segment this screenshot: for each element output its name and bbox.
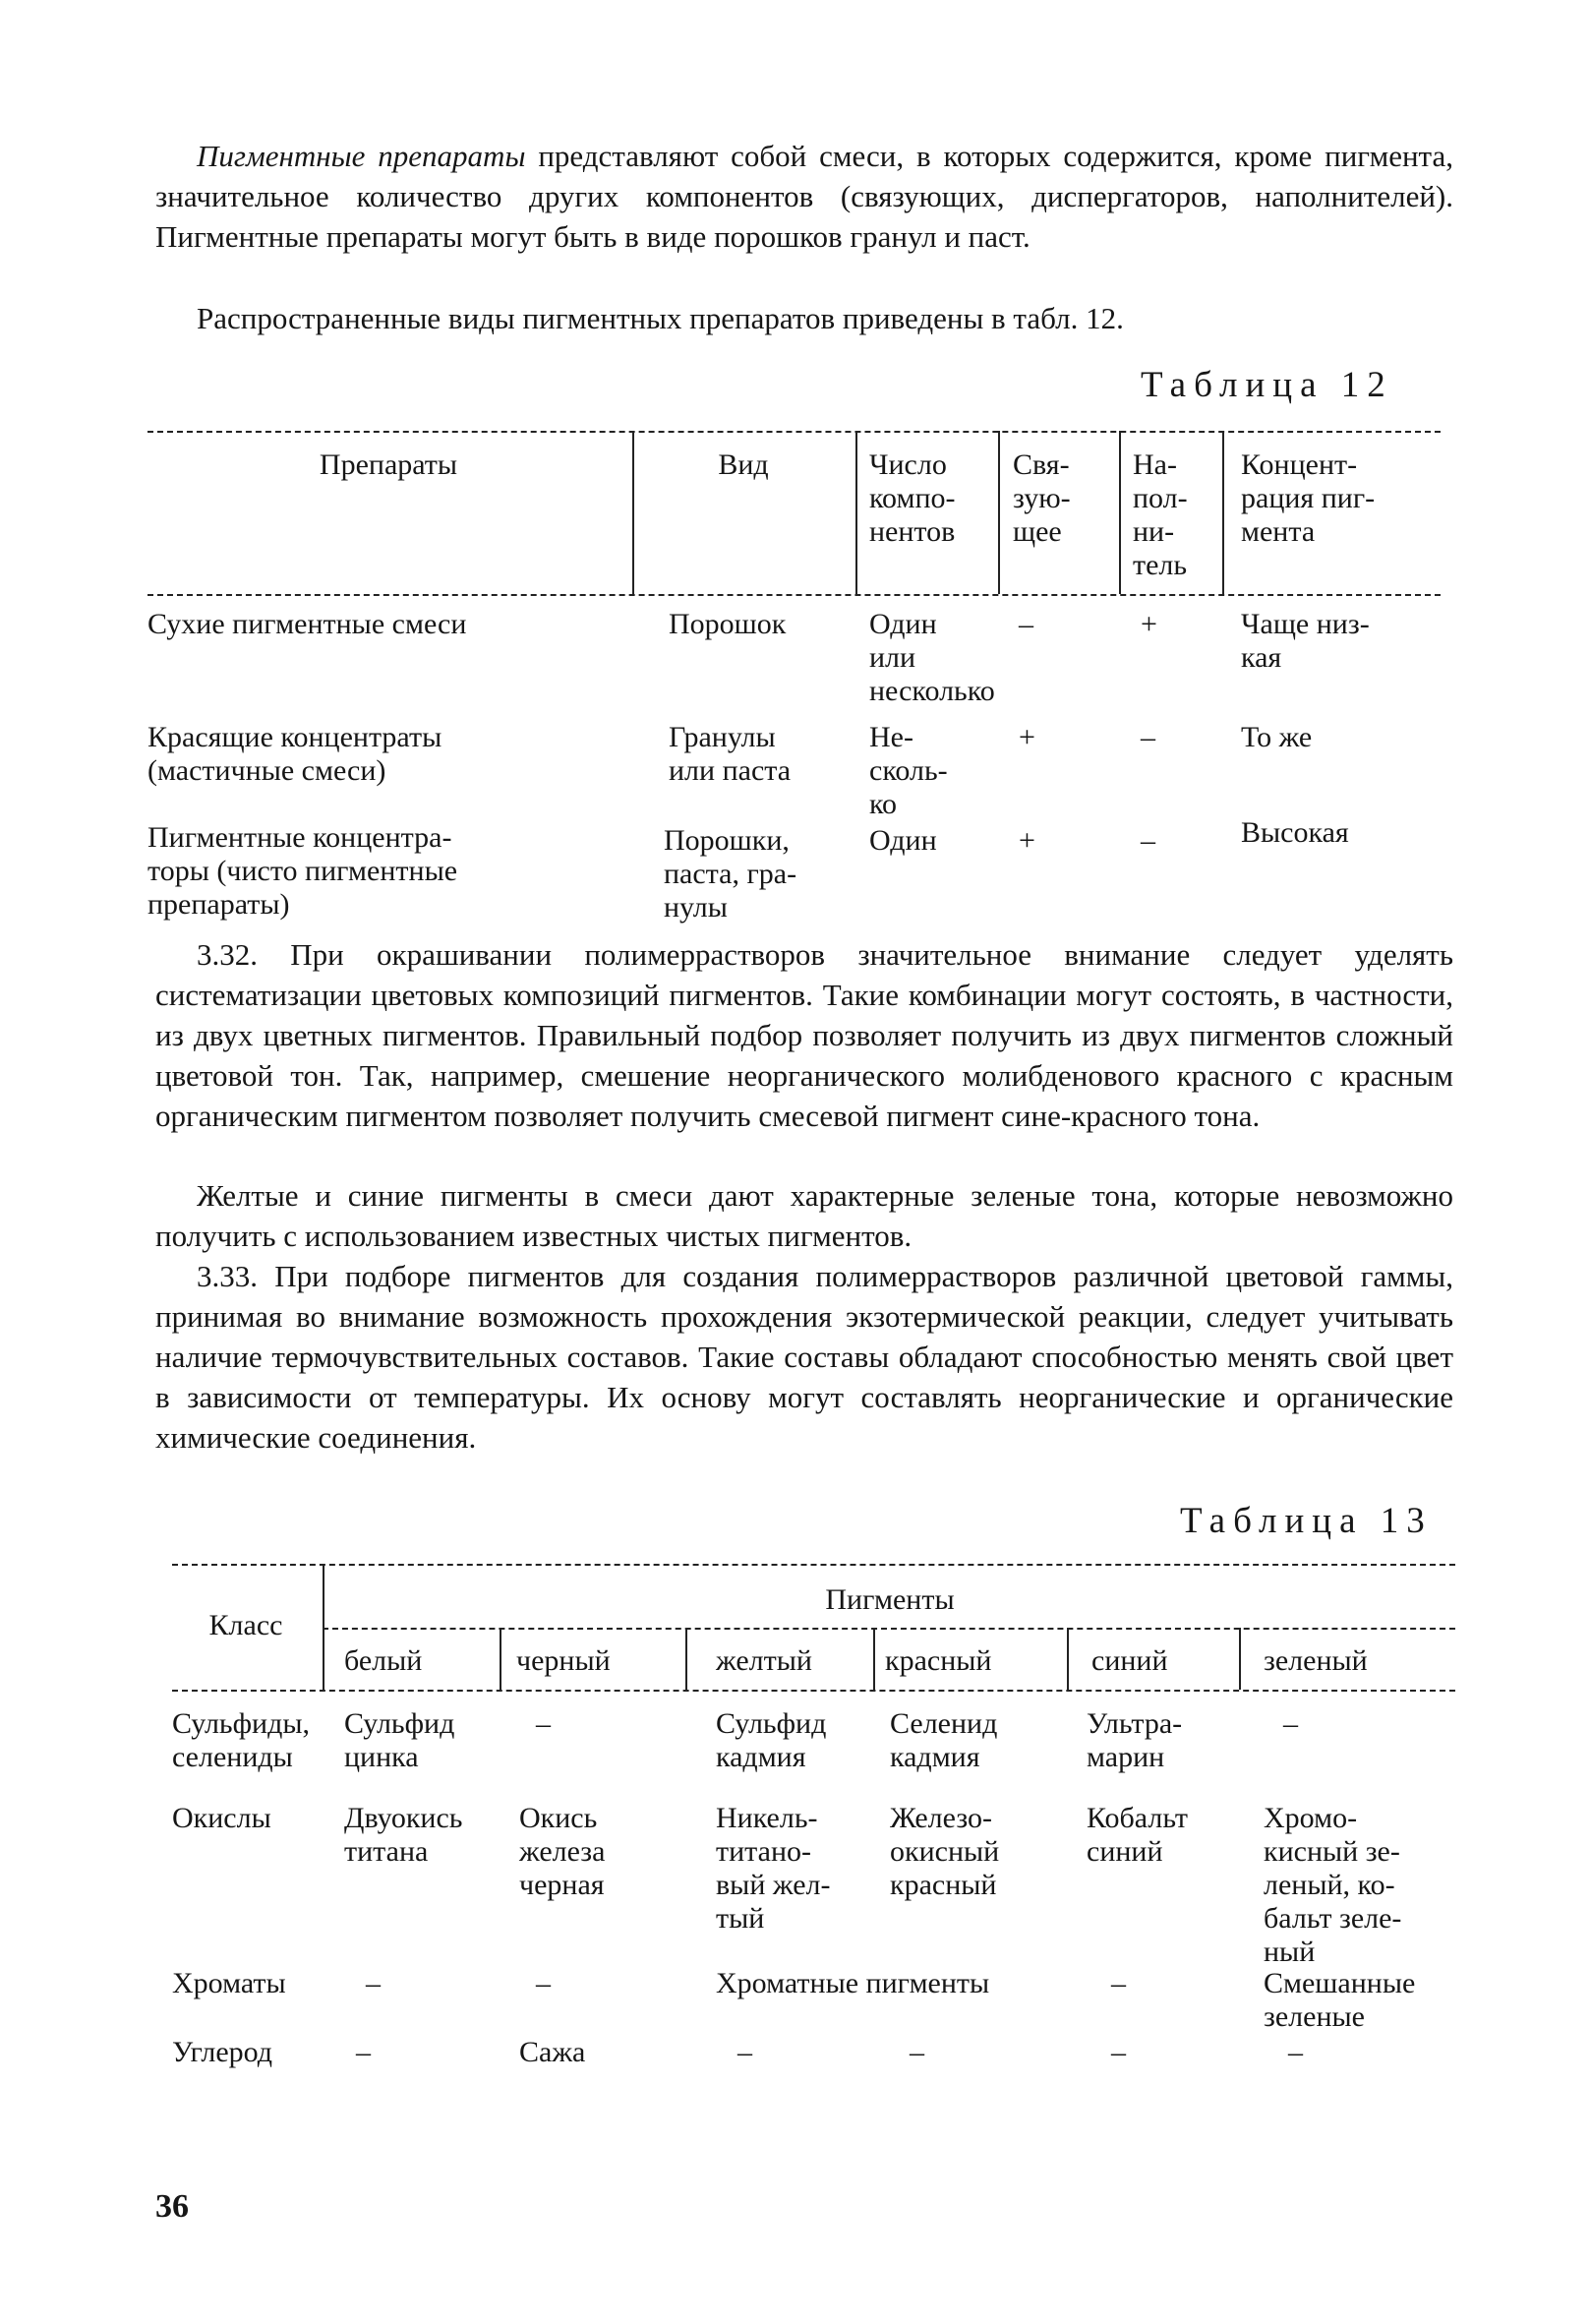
table12-row3-filler: – (1141, 824, 1155, 857)
table12-header-filler: На- пол- ни- тель (1133, 448, 1188, 581)
table12-header-kind: Вид (718, 448, 769, 481)
table12-divider (1222, 431, 1224, 594)
table13-color-blue: синий (1091, 1644, 1168, 1677)
table12-divider (998, 431, 1000, 594)
table12-row3-binder: + (1019, 824, 1035, 857)
page-number: 36 (155, 2188, 189, 2225)
table13-row4-yellow: – (737, 2036, 752, 2068)
table12-row2-count: Не- сколь- ко (869, 721, 948, 820)
table13-color-green: зеленый (1264, 1644, 1368, 1677)
table12-title: Таблица 12 (1141, 365, 1393, 405)
table13-divider (1239, 1628, 1241, 1690)
table12-divider (1119, 431, 1121, 594)
table13-top-rule (172, 1564, 1455, 1566)
table12-reference-paragraph: Распространенные виды пигментных препаратов приведены в табл. 12. (197, 301, 1124, 335)
table12-row3-kind: Порошки, паста, гра- нулы (664, 824, 797, 924)
table13-divider (500, 1628, 501, 1690)
table12-header-prep: Препараты (319, 448, 458, 481)
table13-row3-white: – (366, 1967, 381, 1999)
table13-header-pigments: Пигменты (825, 1583, 955, 1616)
table13-row2-yellow: Никель- титано- вый жел- тый (716, 1802, 831, 1935)
table13-row1-yellow: Сульфид кадмия (716, 1707, 827, 1773)
table12-row1-prep: Сухие пигментные смеси (147, 608, 467, 640)
table12-row2-kind: Гранулы или паста (669, 721, 792, 787)
table13-row2-green: Хромо- кисный зе- леный, ко- бальт зеле- ный (1264, 1802, 1402, 1968)
table12-row1-count: Один или несколько (869, 608, 995, 707)
table13-header-rule (172, 1690, 1455, 1692)
table13-row4-green: – (1288, 2036, 1303, 2068)
table12-header-binder: Свя- зую- щее (1013, 448, 1071, 548)
table13-color-black: черный (516, 1644, 611, 1677)
table12-row1-binder: – (1019, 608, 1033, 640)
table13-color-red: красный (885, 1644, 992, 1677)
table12-row1-kind: Порошок (669, 608, 787, 640)
table13-row2-red: Железо- окисный красный (890, 1802, 1000, 1901)
table13-divider (873, 1628, 875, 1690)
table12-row2-conc: То же (1241, 721, 1313, 753)
italic-term: Пигментные препараты (197, 139, 526, 173)
table13-row3-black: – (536, 1967, 551, 1999)
table12-header-conc: Концент- рация пиг- мента (1241, 448, 1376, 548)
intro-paragraph (155, 136, 1453, 257)
table12-divider (855, 431, 857, 594)
table13-row4-class: Углерод (172, 2036, 273, 2068)
table13-title: Таблица 13 (1180, 1501, 1433, 1541)
table13-row3-class: Хроматы (172, 1967, 286, 1999)
table12-row3-conc: Высокая (1241, 816, 1349, 849)
table13-row1-green: – (1283, 1707, 1298, 1740)
table13-row3-green: Смешанные зеленые (1264, 1967, 1416, 2033)
table13-color-white: белый (344, 1644, 423, 1677)
table13-row4-white: – (356, 2036, 371, 2068)
table13-row2-class: Окислы (172, 1802, 271, 1834)
table13-row2-black: Окись железа черная (519, 1802, 606, 1901)
table13-row1-blue: Ультра- марин (1087, 1707, 1183, 1773)
table12-row1-conc: Чаще низ- кая (1241, 608, 1370, 674)
table13-row1-black: – (536, 1707, 551, 1740)
table13-row2-blue: Кобальт синий (1087, 1802, 1188, 1868)
table13-row4-red: – (910, 2036, 924, 2068)
table13-row4-black: Сажа (519, 2036, 586, 2068)
table13-divider (685, 1628, 687, 1690)
table12-row2-prep: Красящие концентраты (мастичные смеси) (147, 721, 442, 787)
table12-header-count: Число компо- нентов (869, 448, 956, 548)
intro-text: представляют собой смеси, в которых содержится, кроме пигмента, значительное количество других компонентов (связующих, диспергаторов, наполнителей). Пигментные препараты могут быть в виде порошков гранул и паст. (155, 139, 1453, 254)
table13-row4-blue: – (1111, 2036, 1126, 2068)
table13-row1-white: Сульфид цинка (344, 1707, 455, 1773)
table13-group-rule (323, 1628, 1455, 1630)
table13-row3-blue: – (1111, 1967, 1126, 1999)
table12-row3-prep: Пигментные концентра- торы (чисто пигментные препараты) (147, 821, 458, 921)
section-3-33: 3.33. При подборе пигментов для создания полимеррастворов различной цветовой гаммы, принимая во внимание возможность прохождения экзотермической реакции, следует учитывать наличие термочувствительных составов. Такие составы обладают способностью менять свой цвет в зависимости от температуры. Их основу могут составлять неорганические и органические химические соединения. (155, 1259, 1453, 1455)
table12-row2-binder: + (1019, 721, 1035, 753)
table13-header-class: Класс (208, 1609, 283, 1641)
table12-row3-count: Один (869, 824, 937, 857)
table13-row1-class: Сульфиды, селениды (172, 1707, 311, 1773)
table13-row2-white: Двуокись титана (344, 1802, 463, 1868)
section-3-32: 3.32. При окрашивании полимеррастворов значительное внимание следует уделять систематизации цветовых композиций пигментов. Такие комбинации могут состоять, в частности, из двух цветных пигментов. Правильный подбор позволяет получить из двух пигментов сложный цветовой тон. Так, например, смешение неорганического молибденового красного с красным органическим пигментом позволяет получить смесевой пигмент сине-красного тона. (155, 937, 1453, 1133)
table13-divider (1067, 1628, 1069, 1690)
table12-row1-filler: + (1141, 608, 1157, 640)
section-3-32-continued: Желтые и синие пигменты в смеси дают характерные зеленые тона, которые невозможно получить с использованием известных чистых пигментов. (155, 1178, 1453, 1253)
table12-header-rule (147, 594, 1441, 596)
table12-row2-filler: – (1141, 721, 1155, 753)
table13-row1-red: Селенид кадмия (890, 1707, 998, 1773)
table13-row3-yellow-red: Хроматные пигменты (716, 1967, 990, 1999)
table12-top-rule (147, 431, 1441, 433)
table13-color-yellow: желтый (716, 1644, 812, 1677)
